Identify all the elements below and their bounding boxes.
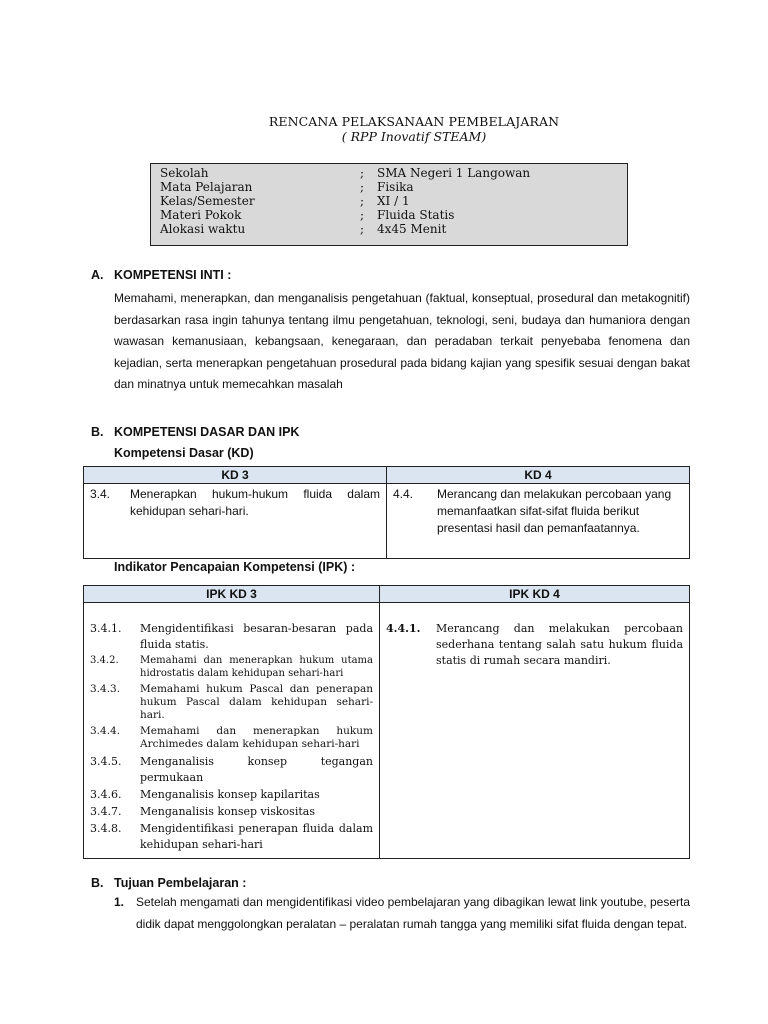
ipk3-item bbox=[90, 821, 373, 853]
ipk3-number: 3.4.7. bbox=[90, 805, 122, 818]
kd3-header: KD 3 bbox=[84, 467, 387, 484]
objective-number: 1. bbox=[114, 895, 125, 909]
ipk3-number: 3.4.5. bbox=[90, 755, 122, 768]
ipk-header-row bbox=[84, 586, 690, 603]
identity-value: Fisika bbox=[377, 180, 414, 194]
ipk3-number: 3.4.3. bbox=[90, 683, 121, 695]
identity-label: Kelas/Semester bbox=[160, 194, 255, 208]
identity-label: Alokasi waktu bbox=[160, 222, 246, 236]
ipk3-item bbox=[90, 683, 373, 722]
ipk3-text: Menganalisis konsep kapilaritas bbox=[140, 788, 320, 801]
ipk3-text: Menganalisis konsep viskositas bbox=[140, 805, 315, 818]
ipk3-text: Mengidentifikasi penerapan fluida dalam kehidupan sehari-hari bbox=[140, 822, 373, 851]
section-letter: A. bbox=[91, 268, 104, 282]
ipk3-text: Menganalisis konsep tegangan permukaan bbox=[140, 755, 373, 784]
section-title: KOMPETENSI INTI : bbox=[114, 268, 232, 282]
section-title: Tujuan Pembelajaran : bbox=[114, 876, 247, 890]
section-title: KOMPETENSI DASAR DAN IPK bbox=[114, 425, 300, 439]
document-subtitle: ( RPP Inovatif STEAM) bbox=[341, 129, 487, 144]
ipk3-header: IPK KD 3 bbox=[84, 586, 380, 603]
kd4-number: 4.4. bbox=[393, 487, 414, 501]
identity-separator: ; bbox=[360, 208, 365, 222]
ipk-body-row bbox=[84, 603, 690, 859]
section-b-heading bbox=[91, 425, 299, 439]
identity-separator: ; bbox=[360, 180, 365, 194]
identity-row-subject bbox=[160, 180, 627, 194]
ipk4-number: 4.4.1. bbox=[386, 622, 421, 635]
ipk3-item bbox=[90, 725, 373, 751]
ipk3-item bbox=[90, 654, 373, 680]
kd-body-row bbox=[84, 484, 690, 559]
ipk3-item bbox=[90, 754, 373, 786]
identity-separator: ; bbox=[360, 166, 365, 180]
kd3-cell bbox=[84, 484, 387, 559]
identity-separator: ; bbox=[360, 222, 365, 236]
identity-value: 4x45 Menit bbox=[377, 222, 447, 236]
ipk3-cell bbox=[84, 603, 380, 859]
ipk3-text: Mengidentifikasi besaran-besaran pada fluida statis. bbox=[140, 622, 373, 651]
section-letter: B. bbox=[91, 425, 104, 439]
ipk3-item bbox=[90, 787, 373, 803]
section-c-heading bbox=[91, 876, 246, 890]
ipk-table bbox=[83, 585, 690, 859]
ipk3-number: 3.4.1. bbox=[90, 622, 122, 635]
ipk4-header: IPK KD 4 bbox=[380, 586, 690, 603]
kd-heading: Kompetensi Dasar (KD) bbox=[114, 446, 254, 460]
ipk-heading: Indikator Pencapaian Kompetensi (IPK) : bbox=[114, 560, 356, 574]
ipk3-item bbox=[90, 621, 373, 653]
ipk3-text: Memahami hukum Pascal dan penerapan hukum Pascal dalam kehidupan sehari-hari. bbox=[140, 683, 373, 721]
identity-label: Materi Pokok bbox=[160, 208, 242, 222]
identity-value: Fluida Statis bbox=[377, 208, 455, 222]
identity-separator: ; bbox=[360, 194, 365, 208]
document-title: RENCANA PELAKSANAAN PEMBELAJARAN bbox=[268, 114, 560, 129]
ipk3-number: 3.4.8. bbox=[90, 822, 122, 835]
identity-row-class bbox=[160, 194, 627, 208]
kd-header-row bbox=[84, 467, 690, 484]
section-letter: B. bbox=[91, 876, 104, 890]
ipk3-number: 3.4.2. bbox=[90, 655, 119, 666]
kd-table bbox=[83, 466, 690, 559]
section-a-heading bbox=[91, 268, 231, 282]
identity-row-school bbox=[160, 166, 627, 180]
identity-box bbox=[150, 163, 628, 246]
kd4-text: Merancang dan melakukan percobaan yang memanfaatkan sifat-sifat fluida berikut presentasi hasil dan pemanfaatannya. bbox=[437, 487, 672, 535]
identity-row-topic bbox=[160, 208, 627, 222]
ipk4-cell bbox=[380, 603, 690, 859]
objective-item bbox=[114, 892, 690, 935]
identity-value: XI / 1 bbox=[377, 194, 410, 208]
ipk3-number: 3.4.6. bbox=[90, 788, 122, 801]
ipk4-item bbox=[386, 621, 683, 669]
core-competence-text: Memahami, menerapkan, dan menganalisis pengetahuan (faktual, konseptual, prosedural dan metakognitif) berdasarkan rasa ingin tahunya tentang ilmu pengetahuan, teknologi, seni, budaya dan humaniora dengan wawasan kemanusiaan, kebangsaan, kenegaraan, dan peradaban terkait penyebaba fenomena dan kejadian, serta menerapkan pengetahuan prosedural pada bidang kajian yang spesifik sesuai dengan bakat dan minatnya untuk memecahkan masalah bbox=[114, 291, 690, 391]
objective-text: Setelah mengamati dan mengidentifikasi video pembelajaran yang dibagikan lewat link youtube, peserta didik dapat menggolongkan peralatan – peralatan rumah tangga yang memiliki sifat fluida dengan tepat. bbox=[136, 895, 690, 931]
ipk3-number: 3.4.4. bbox=[90, 725, 121, 737]
ipk3-item bbox=[90, 804, 373, 820]
ipk4-text: Merancang dan melakukan percobaan sederhana tentang salah satu hukum fluida statis di rumah secara mandiri. bbox=[436, 622, 683, 667]
kd3-item bbox=[90, 486, 380, 520]
ipk3-text: Memahami dan menerapkan hukum Archimedes dalam kehidupan sehari-hari bbox=[140, 725, 373, 750]
kd4-cell bbox=[387, 484, 690, 559]
kd4-header: KD 4 bbox=[387, 467, 690, 484]
ipk3-text: Memahami dan menerapkan hukum utama hidrostatis dalam kehidupan sehari-hari bbox=[140, 655, 373, 679]
identity-row-time bbox=[160, 222, 627, 236]
identity-value: SMA Negeri 1 Langowan bbox=[377, 166, 531, 180]
identity-label: Sekolah bbox=[160, 166, 209, 180]
identity-label: Mata Pelajaran bbox=[160, 180, 253, 194]
kd4-item bbox=[393, 486, 683, 537]
kd3-number: 3.4. bbox=[90, 487, 111, 501]
kd3-text: Menerapkan hukum-hukum fluida dalam kehidupan sehari-hari. bbox=[130, 487, 380, 518]
